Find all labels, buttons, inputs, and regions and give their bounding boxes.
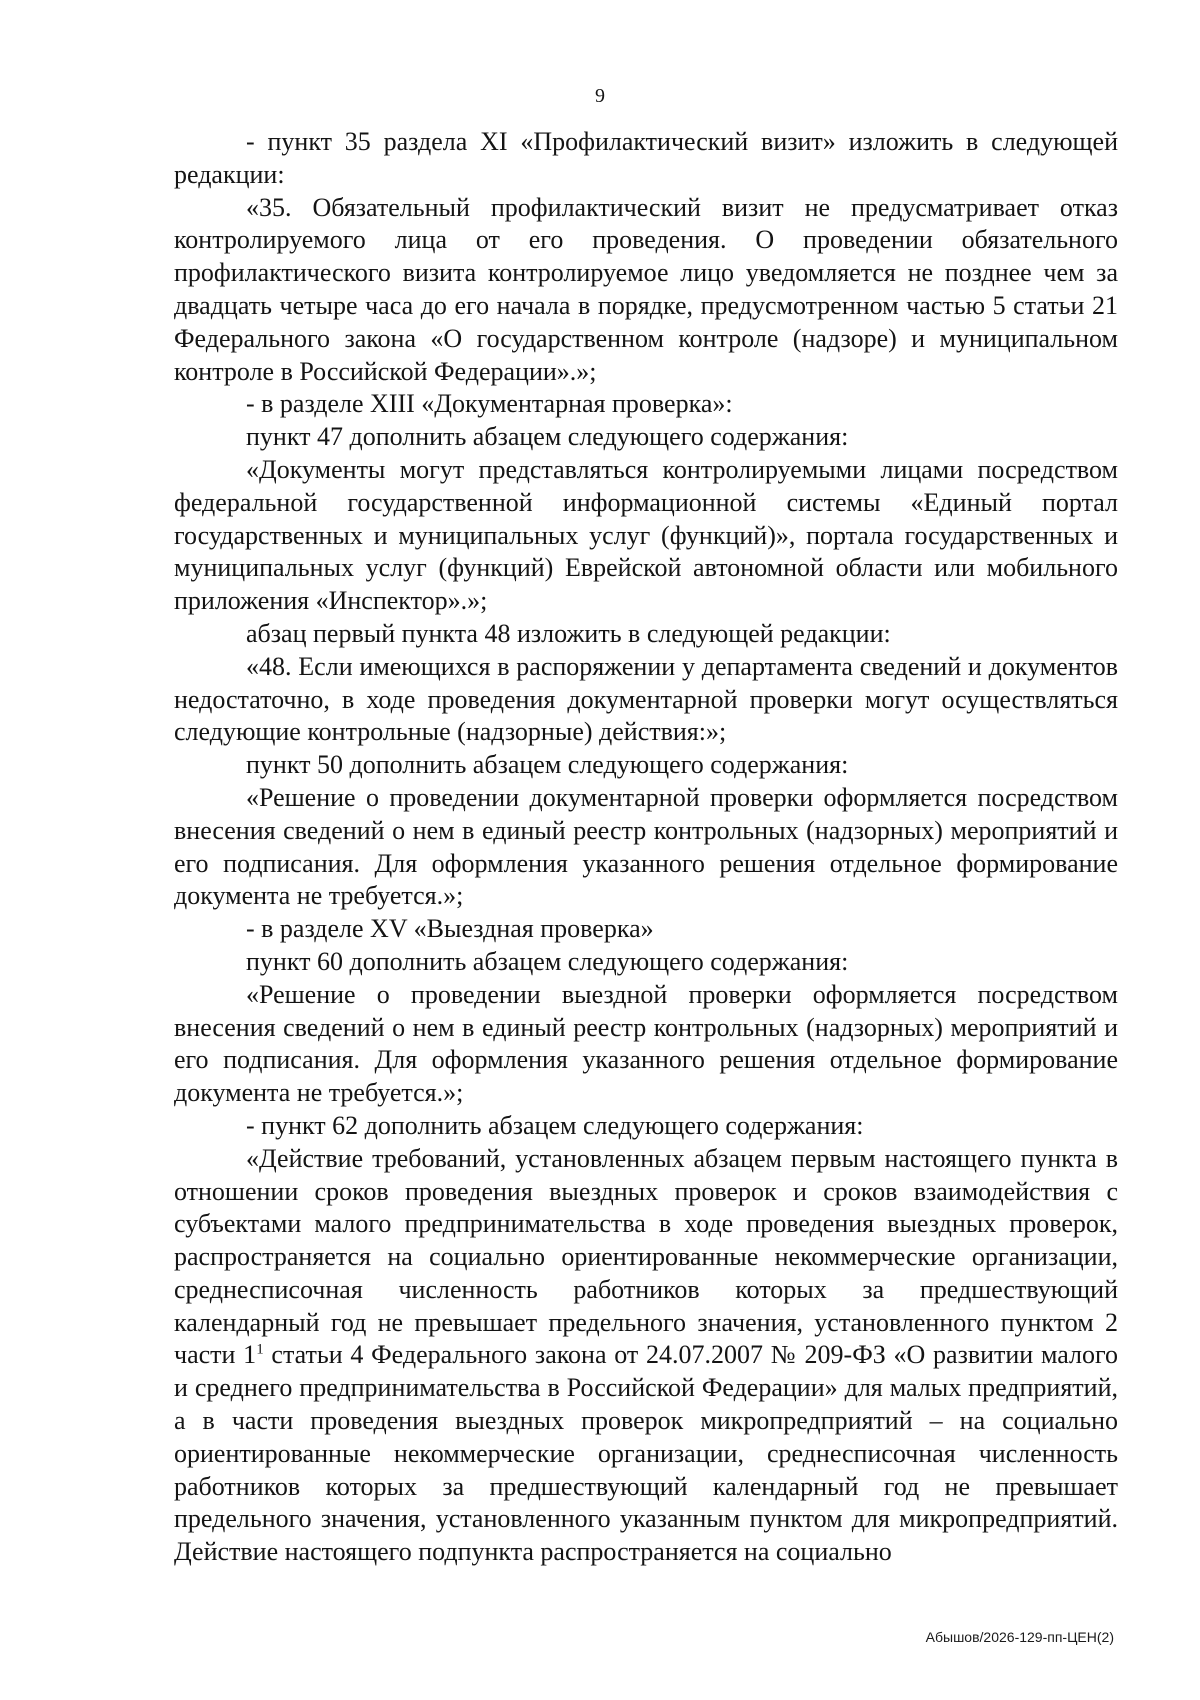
paragraph-item-47-text: «Документы могут представляться контролируемыми лицами посредством федеральной государственной информационной системы «Единый портал государственных и муниципальных услуг (функций)», портала государственных и муниципальных услуг (функций) Еврейской автономной области или мобильного приложения «Инспектор».»; (174, 454, 1118, 616)
paragraph-section-13: - в разделе XIII «Документарная проверка»: (246, 389, 733, 419)
paragraph-item-48-text: «48. Если имеющихся в распоряжении у департамента сведений и документов недостаточно, в ходе проведения документарной проверки могут осуществляться следующие контрольные (надзорные) действия:»; (174, 651, 1118, 747)
paragraph-item-60-text: «Решение о проведении выездной проверки оформляется посредством внесения сведений о нем в единый реестр контрольных (надзорных) мероприятий и его подписания. Для оформления указанного решения отдельное формирование документа не требуется.»; (174, 979, 1118, 1108)
paragraph-item-62-text-part1: «Действие требований, установленных абзацем первым настоящего пункта в отношении сроков проведения выездных проверок и сроков взаимодействия с субъектами малого предпринимательства в ходе проведения выездных проверок, распространяется на социально ориентированные некоммерческие организации, среднесписочная численность работников которых за предшествующий календарный год не превышает предельного значения, установленного пунктом 2 части 1 (174, 1143, 1118, 1370)
paragraph-item-62-header: - пункт 62 дополнить абзацем следующего содержания: (246, 1110, 864, 1140)
paragraph-item-60-header: пункт 60 дополнить абзацем следующего содержания: (246, 946, 849, 976)
paragraph-item-50-header: пункт 50 дополнить абзацем следующего содержания: (246, 750, 849, 780)
page-number: 9 (595, 85, 605, 107)
paragraph-item-35-text: «35. Обязательный профилактический визит не предусматривает отказ контролируемого лица от его проведения. О проведении обязательного профилактического визита контролируемое лицо уведомляется не позднее чем за двадцать четыре часа до его начала в порядке, предусмотренном частью 5 статьи 21 Федерального закона «О государственном контроле (надзоре) и муниципальном контроле в Российской Федерации».»; (174, 192, 1118, 386)
paragraph-item-50-text: «Решение о проведении документарной проверки оформляется посредством внесения сведений о нем в единый реестр контрольных (надзорных) мероприятий и его подписания. Для оформления указанного решения отдельное формирование документа не требуется.»; (174, 782, 1118, 911)
superscript-marker: 1 (256, 1341, 264, 1358)
paragraph-item-47-header: пункт 47 дополнить абзацем следующего содержания: (246, 422, 849, 452)
document-registration-code: Абышов/2026-129-пп-ЦЕН(2) (925, 1629, 1114, 1645)
paragraph-section-15: - в разделе XV «Выездная проверка» (246, 914, 654, 944)
paragraph-item-62-text-part2: статьи 4 Федерального закона от 24.07.2007 № 209-ФЗ «О развитии малого и среднего предпринимательства в Российской Федерации» для малых предприятий, а в части проведения выездных проверок микропредприятий – на социально ориентированные некоммерческие организации, среднесписочная численность работников которых за предшествующий календарный год не превышает предельного значения, установленного указанным пунктом для микропредприятий. Действие настоящего подпункта распространяется на социально (174, 1340, 1119, 1567)
paragraph-item-62-text (174, 1143, 1118, 1569)
paragraph-item-35-header: - пункт 35 раздела XI «Профилактический визит» изложить в следующей редакции: (174, 127, 1118, 189)
paragraph-item-48-header: абзац первый пункта 48 изложить в следующей редакции: (246, 618, 891, 648)
document-body (174, 126, 1118, 1569)
